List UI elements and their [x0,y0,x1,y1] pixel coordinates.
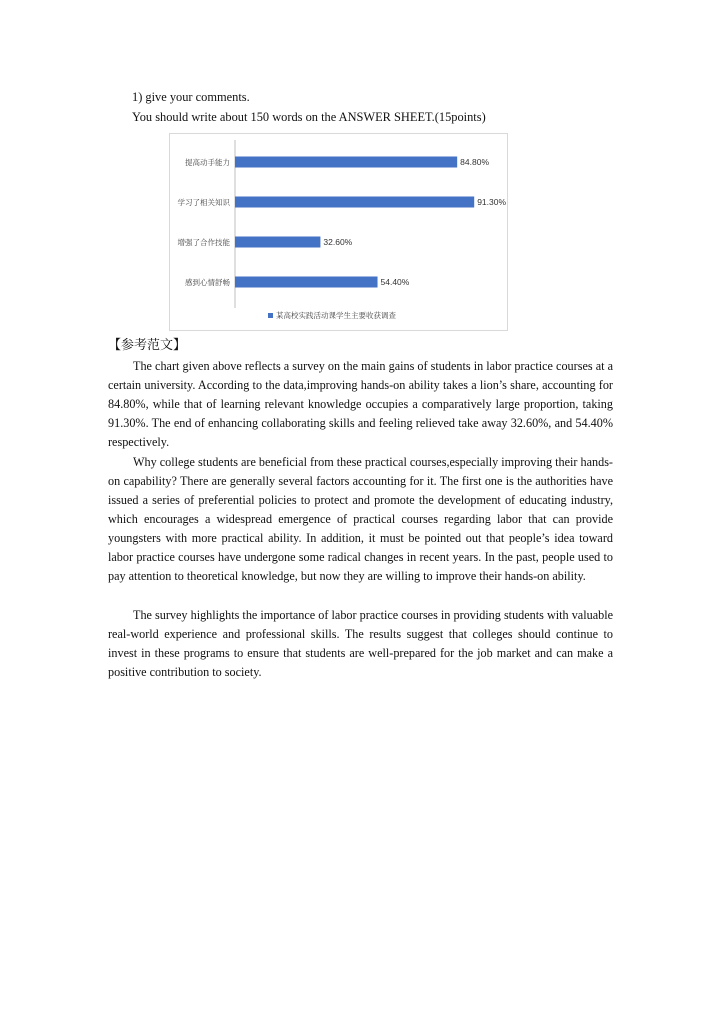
category-label: 学习了相关知识 [177,198,230,207]
bar [235,197,474,208]
value-label: 54.40% [380,277,410,287]
bar [235,277,378,288]
category-label: 感到心情舒畅 [185,278,230,287]
legend-label: 某高校实践活动课学生主要收获调查 [276,311,396,320]
bar [235,237,320,248]
essay-heading: 【参考范文】 [108,338,187,353]
bar-chart-svg [170,134,507,330]
essay-paragraph-3: The survey highlights the importance of labor practice courses in providing students with valuable real-world experience and professional skills. The results suggest that colleges should continue to invest in these programs to ensure that students are well-prepared for the job market and can make a positive contribution to society. [108,608,613,679]
essay-paragraph-2: Why college students are beneficial from these practical courses,especially improving their hands-on capability? There are generally several factors accounting for it. The first one is the authorities have issued a series of preferential policies to protect and promote the development of educating industry, which encourages a widespread emergence of practical courses regarding labor that can provide youngsters with more practical ability. In addition, it must be pointed out that people’s idea toward labor practice courses have undergone some radical changes in recent years. In the past, people used to pay attention to theoretical knowledge, but now they are willing to improve their hands-on ability. [108,455,613,583]
category-label: 增强了合作技能 [177,238,230,247]
value-label: 91.30% [477,197,507,207]
instruction-line: 1) give your comments. [132,90,250,104]
bar-chart [169,133,508,331]
bar [235,157,457,168]
legend-swatch [268,313,273,318]
requirement-line: You should write about 150 words on the ANSWER SHEET.(15points) [132,110,486,124]
value-label: 84.80% [460,157,490,167]
essay-paragraph-1: The chart given above reflects a survey on the main gains of students in labor practice courses at a certain university. According to the data,improving hands-on ability takes a lion’s share, accounting for 84.80%, while that of learning relevant knowledge occupies a comparatively large proportion, taking 91.30%. The end of enhancing collaborating skills and feeling relieved take away 32.60%, and 54.40% respectively. [108,359,613,449]
value-label: 32.60% [323,237,353,247]
category-label: 提高动手能力 [185,158,230,167]
